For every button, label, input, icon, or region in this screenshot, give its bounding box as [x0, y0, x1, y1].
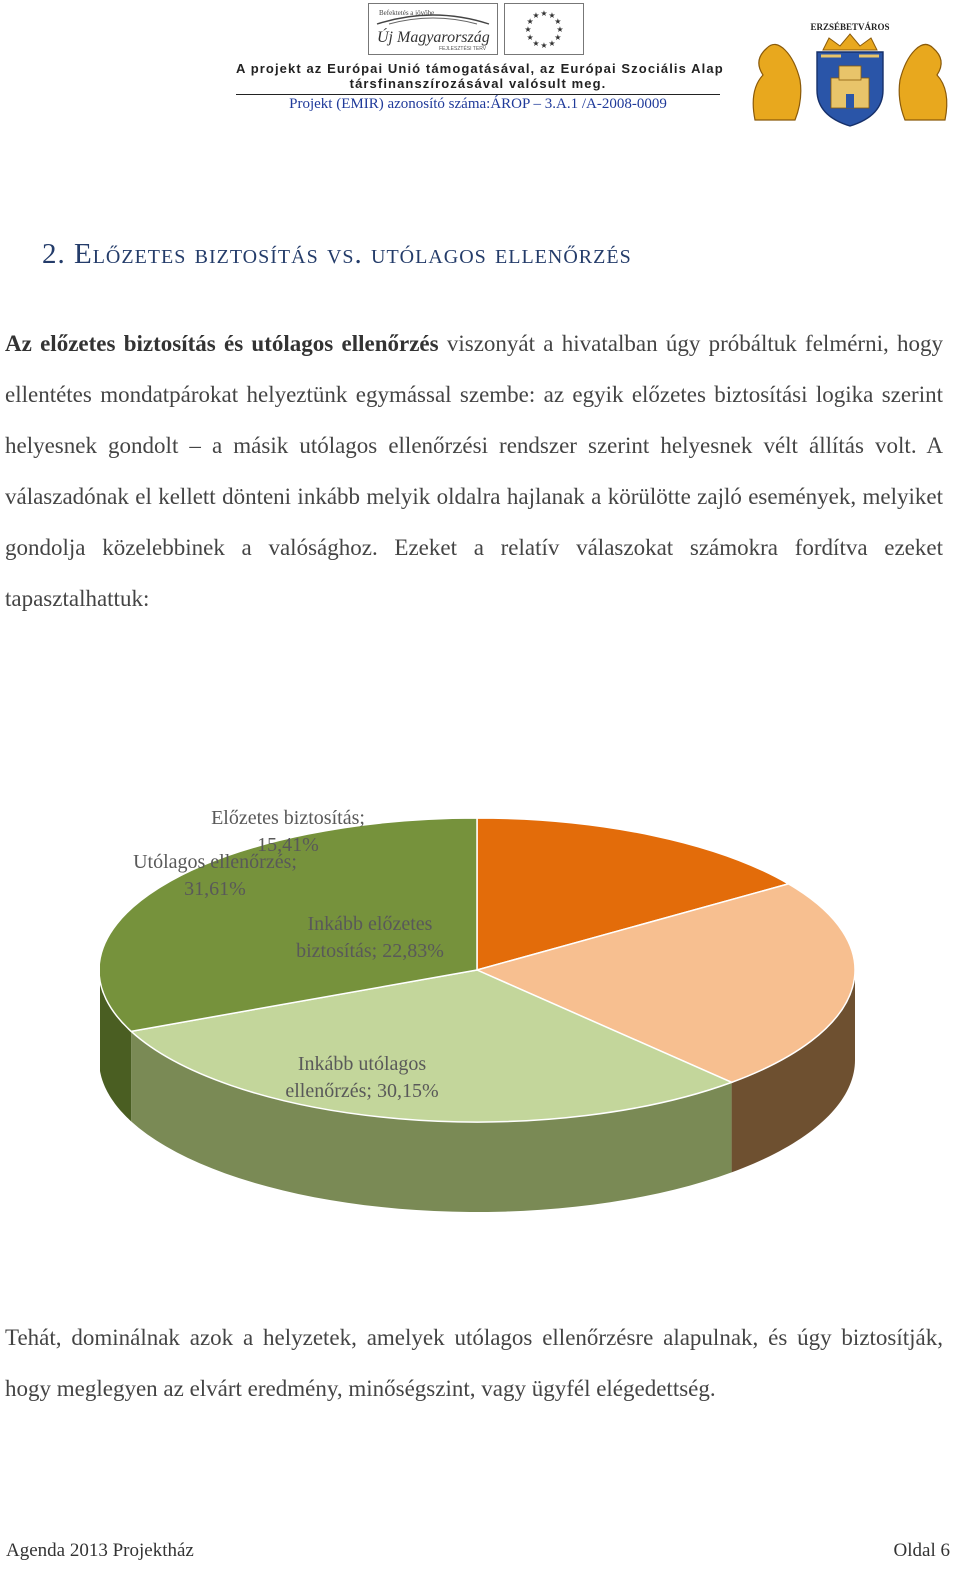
eu-star-icon: ★	[548, 38, 556, 48]
eu-star-icon: ★	[556, 25, 564, 34]
eu-star-icon: ★	[554, 33, 562, 42]
pie-label-1-line2: biztosítás; 22,83%	[296, 940, 444, 962]
eu-star-icon: ★	[524, 25, 532, 34]
project-line-1: A projekt az Európai Unió támogatásával, az Európai Szociális Alap	[236, 61, 724, 76]
pie-label-2-line1: Inkább utólagos	[297, 1053, 427, 1075]
pie-chart	[100, 760, 860, 1220]
logo-right-text: ERZSÉBETVÁROS	[810, 22, 890, 32]
project-line-2: társfinanszírozásával valósult meg.	[349, 76, 607, 91]
eu-star-icon: ★	[548, 11, 556, 21]
eu-star-icon: ★	[526, 17, 534, 26]
header-divider	[236, 94, 720, 95]
eu-star-icon: ★	[554, 17, 562, 26]
footer-left: Agenda 2013 Projektház	[6, 1540, 194, 1561]
logo-left-small: Befektetés a jövőbe	[379, 9, 435, 17]
pie-label-0-line2: 15,41%	[257, 834, 319, 856]
erzsebetvaros-coat-of-arms	[745, 20, 955, 128]
pie-label-0-line1: Előzetes biztosítás;	[211, 807, 365, 829]
pie-label-3-line2: 31,61%	[184, 878, 246, 900]
pie-label-1-line1: Inkább előzetes	[307, 913, 433, 935]
new-hungary-logo	[368, 3, 498, 55]
pie-label-2-line2: ellenőrzés; 30,15%	[285, 1080, 439, 1102]
eu-flag-logo	[504, 3, 584, 55]
page-number: Oldal 6	[893, 1540, 950, 1561]
intro-bold-lead: Az előzetes biztosítás és utólagos ellenőrzés	[5, 331, 439, 356]
intro-paragraph	[5, 318, 943, 624]
intro-text: viszonyát a hivatalban úgy próbáltuk felmérni, hogy ellentétes mondatpárokat helyeztünk egymással szembe: az egyik előzetes biztosítási logika szerint helyesnek gondolt – a másik utólagos ellenőrzési rendszer szerint helyesnek vélt állítás volt. A válaszadónak el kellett dönteni inkább melyik oldalra hajlanak a körülötte zajló események, melyiket gondolja közelebbinek a valósághoz. Ezeket a relatív válaszokat számokra fordítva ezeket tapasztalhattuk:	[5, 331, 943, 611]
eu-star-icon: ★	[540, 41, 548, 50]
logo-left-sub: FEJLESZTÉSI TERV	[439, 46, 487, 52]
eu-star-icon: ★	[540, 9, 548, 18]
pie-label-3-line1: Utólagos ellenőrzés;	[133, 851, 297, 873]
logo-left-main: Új Magyarország	[377, 29, 490, 46]
eu-star-icon: ★	[532, 11, 540, 21]
conclusion-paragraph: Tehát, dominálnak azok a helyzetek, amelyek utólagos ellenőrzésre alapulnak, és úgy biztosítják, hogy meglegyen az elvárt eredmény, minőségszint, vagy ügyfél elégedettség.	[5, 1325, 943, 1401]
section-heading: 2. Előzetes biztosítás vs. utólagos ellenőrzés	[42, 238, 632, 270]
eu-star-icon: ★	[532, 38, 540, 48]
project-id-line: Projekt (EMIR) azonosító száma:ÁROP – 3.A.1 /A-2008-0009	[289, 96, 667, 112]
eu-star-icon: ★	[526, 33, 534, 42]
